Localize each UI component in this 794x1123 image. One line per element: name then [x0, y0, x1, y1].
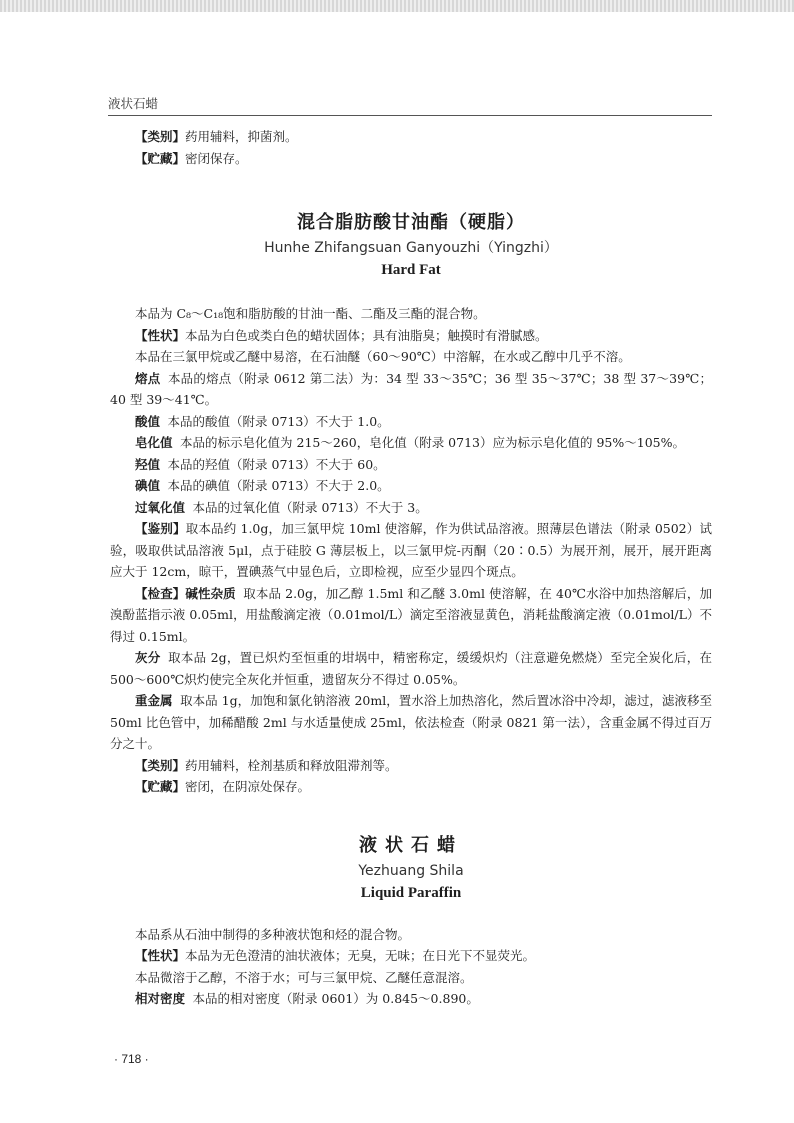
iodine-para [110, 475, 712, 497]
section-label: 【性状】 [135, 327, 186, 343]
identification-para [110, 518, 712, 583]
definition: 本品为 C₈～C₁₈饱和脂肪酸的甘油一酯、二酯及三酯的混合物。 [135, 306, 486, 321]
term-label: 皂化值 [135, 435, 173, 450]
hydroxyl-para [110, 454, 712, 476]
header-rule [108, 115, 712, 116]
term-text: 本品的熔点（附录 0612 第二法）为：34 型 33～35℃；36 型 35～37℃；38 型 37～39℃；40 型 39～41℃。 [110, 370, 712, 407]
monograph-english: Liquid Paraffin [360, 884, 462, 901]
storage-para [110, 776, 712, 798]
term-text: 本品的过氧化值（附录 0713）不大于 3。 [192, 499, 428, 515]
character-para [110, 945, 712, 967]
section-text: 取本品约 1.0g，加三氯甲烷 10ml 使溶解，作为供试品溶液。照薄层色谱法（附录 0502）试验，吸取供试品溶液 5μl，点于硅胶 G 薄层板上，以三氯甲烷-丙酮（20∶0.5）为展开剂，展开，展开距离应大于 12cm，晾干，置碘蒸气中显色后，立即检视，应至少显四个斑点。 [110, 521, 712, 579]
term-label: 灰分 [135, 650, 161, 665]
definition: 本品系从石油中制得的多种液状饱和烃的混合物。 [135, 926, 411, 942]
term-text: 本品的标示皂化值为 215～260，皂化值（附录 0713）应为标示皂化值的 95%～105%。 [180, 435, 685, 450]
solubility: 本品在三氯甲烷或乙醚中易溶，在石油醚（60～90℃）中溶解，在水或乙醇中几乎不溶。 [135, 349, 631, 364]
character-para [110, 325, 712, 347]
section-text: 取本品 2.0g，加乙醇 1.5ml 和乙醚 3.0ml 使溶解，在 40℃水浴中加热溶解后，加溴酚蓝指示液 0.05ml，用盐酸滴定液（0.01mol/L）滴定至溶液显黄色，消耗盐酸滴定液（0.01mol/L）不得过 0.15ml。 [110, 585, 712, 644]
term-label: 碘值 [135, 478, 161, 493]
running-head: 液状石蜡 [108, 96, 159, 111]
section-label: 【鉴别】 [135, 521, 186, 536]
term-label: 碱性杂质 [185, 585, 236, 601]
page-content [110, 126, 712, 1010]
section-text: 密闭，在阴凉处保存。 [185, 779, 311, 794]
monograph-english: Hard Fat [381, 262, 441, 278]
density-para [110, 988, 712, 1010]
term-label: 熔点 [135, 370, 161, 386]
term-label: 重金属 [135, 693, 173, 708]
saponification-para [110, 432, 712, 454]
peroxide-para [110, 497, 712, 519]
term-text: 本品的碘值（附录 0713）不大于 2.0。 [167, 478, 390, 493]
term-label: 过氧化值 [135, 499, 186, 515]
section-text: 本品为无色澄清的油状液体；无臭，无味；在日光下不显荧光。 [185, 948, 536, 963]
section-label: 【贮藏】 [135, 779, 186, 794]
term-label: 羟值 [135, 456, 161, 472]
monograph-title: 混合脂肪酸甘油酯（硬脂） [297, 212, 525, 233]
section-text: 药用辅料，抑菌剂。 [185, 129, 298, 144]
heavy-metal-para [110, 690, 712, 755]
section-label: 【类别】 [135, 129, 186, 144]
term-label: 酸值 [135, 413, 161, 429]
prev-storage [110, 148, 712, 170]
term-label: 相对密度 [135, 991, 186, 1006]
term-text: 取本品 2g，置已炽灼至恒重的坩埚中，精密称定，缓缓炽灼（注意避免燃烧）至完全炭化后，在 500～600℃炽灼使完全灰化并恒重，遗留灰分不得过 0.05%。 [110, 650, 712, 687]
scan-top-band [0, 0, 794, 12]
term-text: 本品的相对密度（附录 0601）为 0.845～0.890。 [192, 991, 479, 1006]
section-label: 【性状】 [135, 948, 186, 963]
solubility: 本品微溶于乙醇，不溶于水；可与三氯甲烷、乙醚任意混溶。 [135, 969, 473, 985]
section-label: 【检查】 [135, 585, 186, 601]
monograph-pinyin: Yezhuang Shila [358, 862, 464, 879]
acid-value-para [110, 411, 712, 433]
term-text: 取本品 1g，加饱和氯化钠溶液 20ml，置水浴上加热溶化，然后置冰浴中冷却，滤过，滤液移至 50ml 比色管中，加稀醋酸 2ml 与水适量使成 25ml，依法检查（附录 0821 第一法），含重金属不得过百万分之十。 [110, 693, 712, 751]
page-number: · 718 · [114, 1052, 149, 1066]
melting-point-para [110, 368, 712, 411]
monograph-title: 液状石蜡 [359, 834, 463, 856]
prev-category [110, 126, 712, 148]
section-text: 密闭保存。 [185, 150, 248, 166]
section-text: 药用辅料，栓剂基质和释放阻滞剂等。 [185, 757, 398, 773]
tests-para [110, 583, 712, 648]
section-label: 【类别】 [135, 757, 186, 773]
term-text: 本品的酸值（附录 0713）不大于 1.0。 [167, 413, 390, 429]
term-text: 本品的羟值（附录 0713）不大于 60。 [167, 456, 386, 472]
section-label: 【贮藏】 [135, 150, 186, 166]
section-text: 本品为白色或类白色的蜡状固体；具有油脂臭；触摸时有滑腻感。 [185, 327, 548, 343]
ash-para [110, 647, 712, 690]
category-para [110, 755, 712, 777]
monograph-pinyin: Hunhe Zhifangsuan Ganyouzhi（Yingzhi） [264, 240, 558, 256]
